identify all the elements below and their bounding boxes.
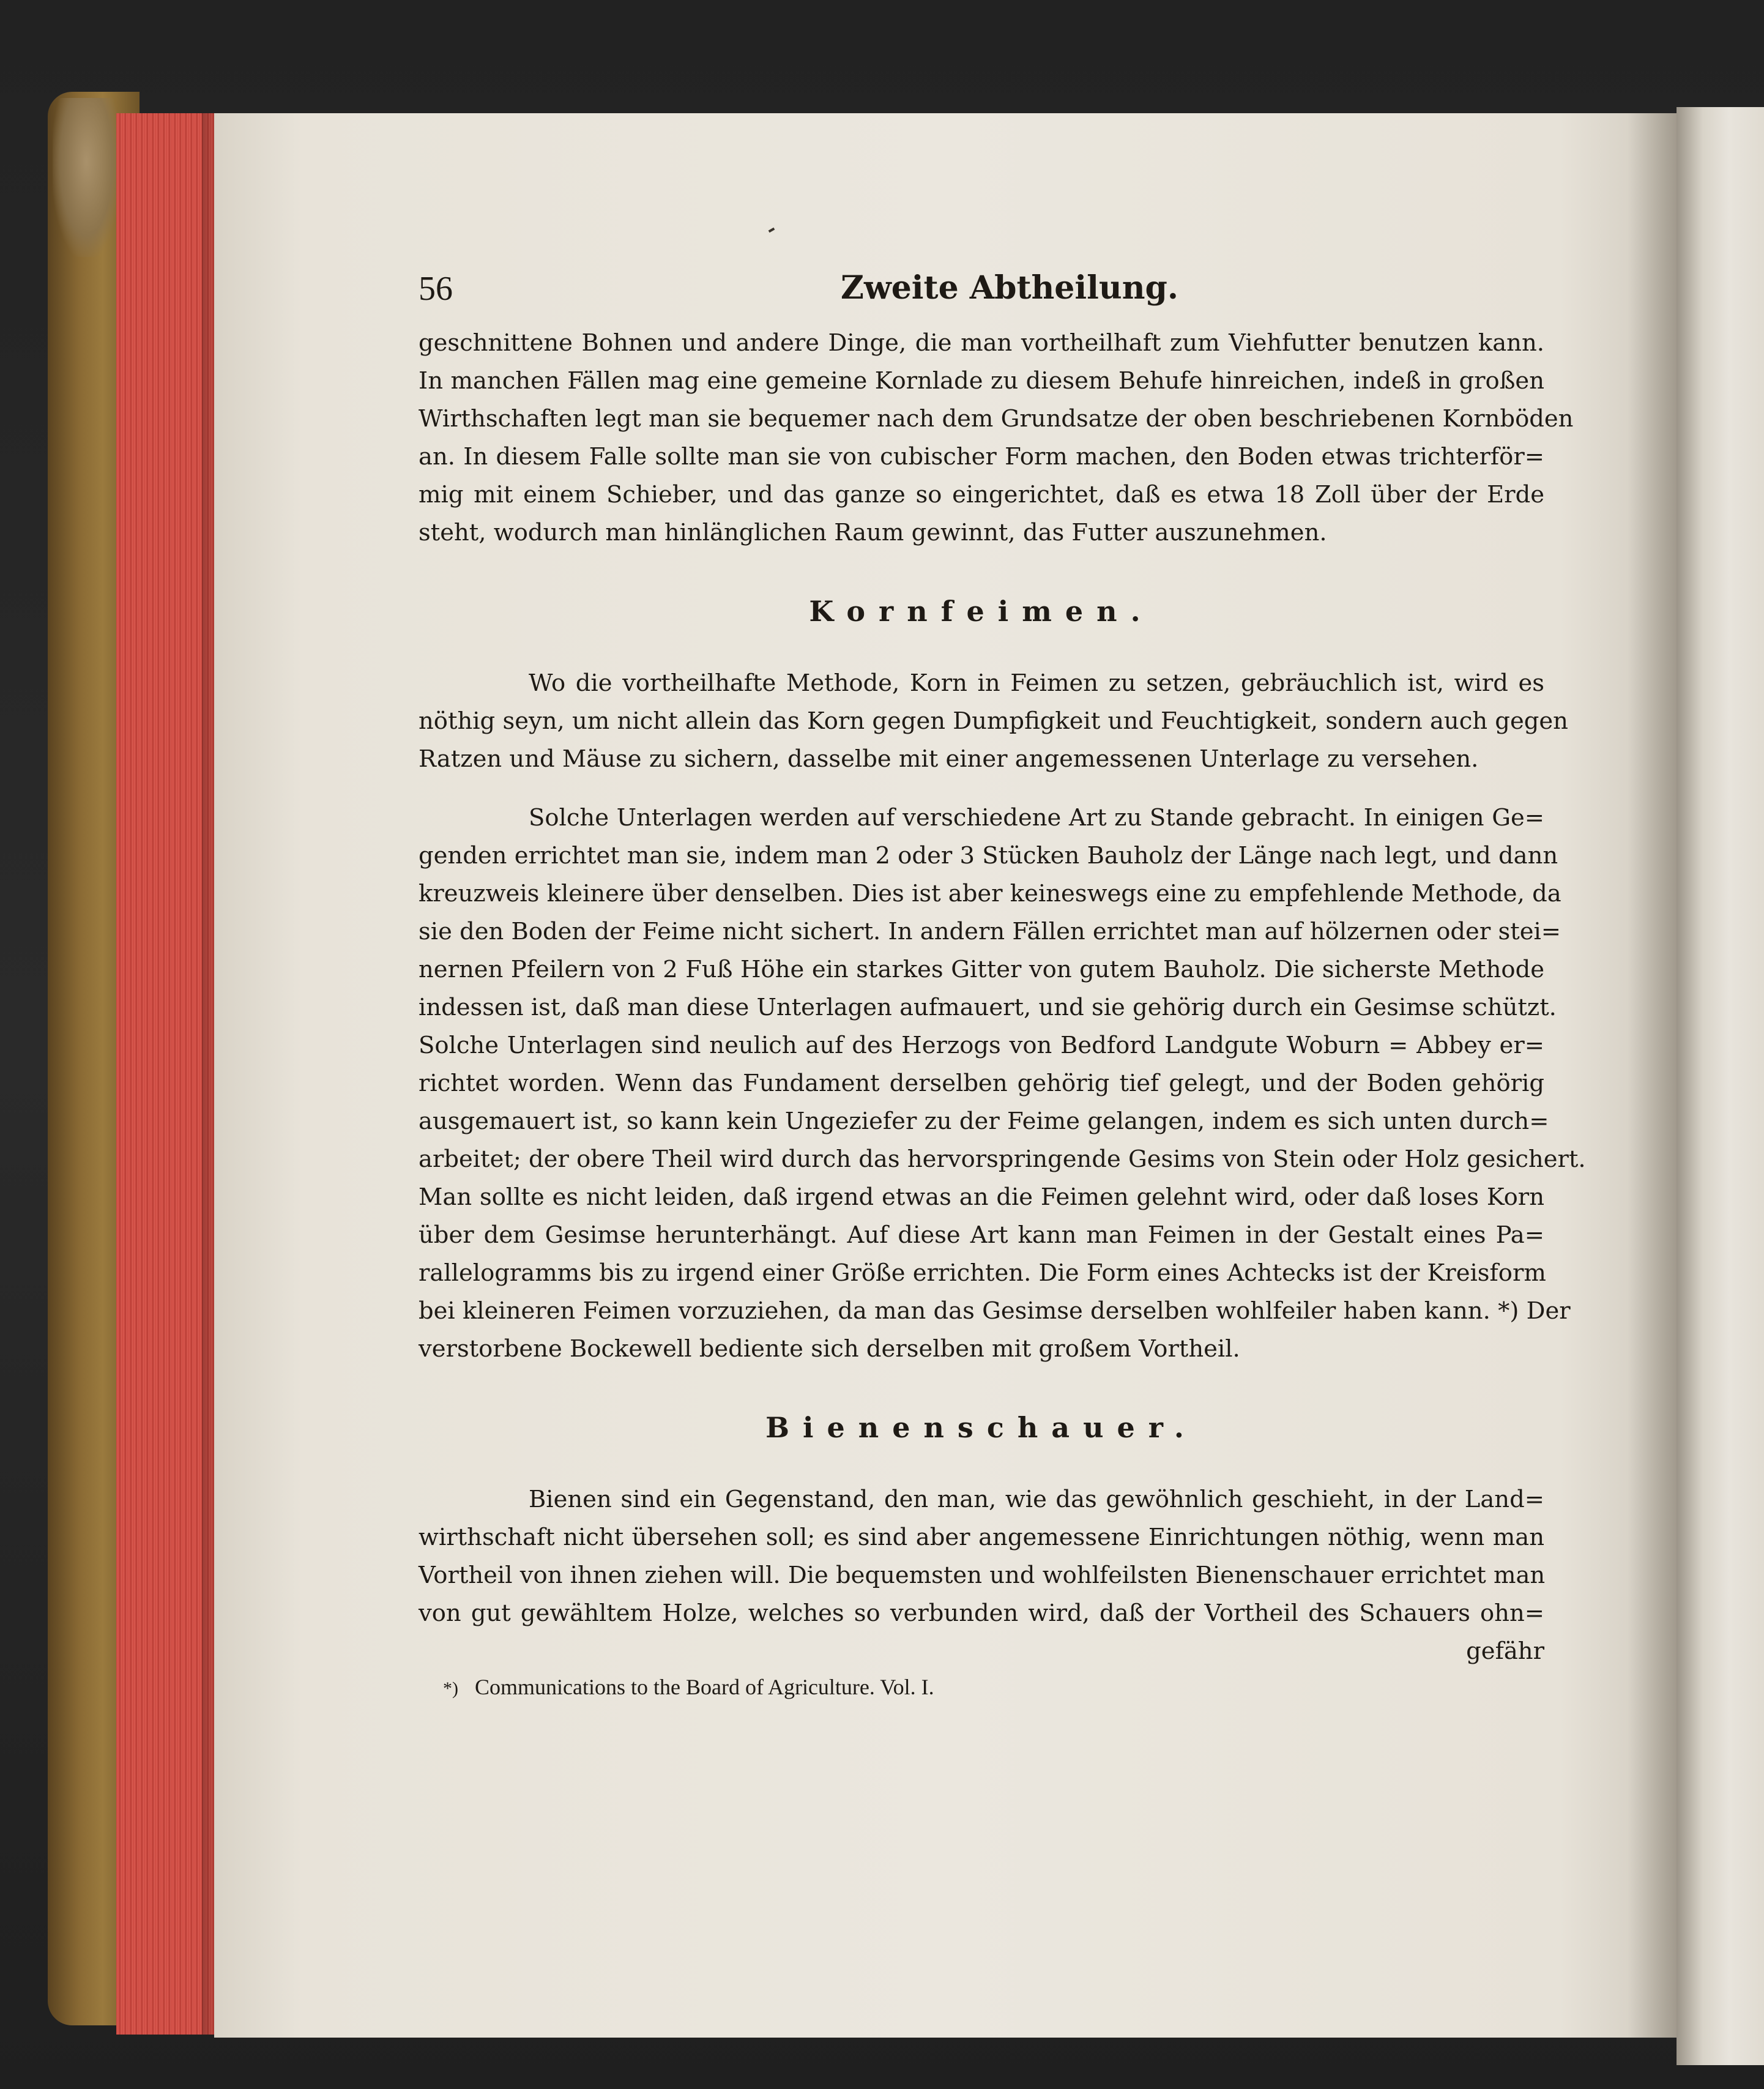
text-line: richtet worden. Wenn das Fundament derselben gehörig tief gelegt, und der Boden gehörig (419, 1070, 1544, 1097)
text-line: über dem Gesimse herunterhängt. Auf diese Art kann man Feimen in der Gestalt eines Pa= (419, 1221, 1544, 1249)
text-line: Ratzen und Mäuse zu sichern, dasselbe mit einer angemessenen Unterlage zu versehen. (419, 745, 1479, 773)
section-heading-kornfeimen: Kornfeimen. (809, 595, 1154, 628)
paragraph-4 (419, 1481, 1544, 1633)
text-line: steht, wodurch man hinlänglichen Raum gewinnt, das Futter auszunehmen. (419, 519, 1327, 546)
text-line: In manchen Fällen mag eine gemeine Kornlade zu diesem Behufe hinreichen, indeß in großen (419, 367, 1544, 395)
text-line: Solche Unterlagen sind neulich auf des Herzogs von Bedford Landgute Woburn = Abbey er= (419, 1032, 1544, 1059)
text-line: an. In diesem Falle sollte man sie von cubischer Form machen, den Boden etwas trichterför= (419, 443, 1544, 471)
page-header (419, 257, 1544, 324)
text-line: arbeitet; der obere Theil wird durch das hervorspringende Gesims von Stein oder Holz gesichert. (419, 1145, 1586, 1173)
text-line: geschnittene Bohnen und andere Dinge, die man vortheilhaft zum Viehfutter benutzen kann. (419, 329, 1544, 357)
text-line: sie den Boden der Feime nicht sichert. In andern Fällen errichtet man auf hölzernen oder stei= (419, 918, 1561, 945)
text-line: nernen Pfeilern von 2 Fuß Höhe ein starkes Gitter von gutem Bauholz. Die sicherste Methode (419, 956, 1544, 983)
text-line: Vortheil von ihnen ziehen will. Die bequemsten und wohlfeilsten Bienenschauer errichtet man (419, 1562, 1546, 1589)
running-head: Zweite Abtheilung. (841, 269, 1178, 307)
text-block (419, 257, 1586, 1700)
text-line: rallelogramms bis zu irgend einer Größe errichten. Die Form eines Achtecks ist der Kreisform (419, 1259, 1546, 1287)
text-line: mig mit einem Schieber, und das ganze so eingerichtet, daß es etwa 18 Zoll über der Erde (419, 481, 1544, 508)
footnote-mark: *) (443, 1678, 458, 1699)
text-line: genden errichtet man sie, indem man 2 oder 3 Stücken Bauholz der Länge nach legt, und dann (419, 842, 1558, 869)
footnote-text: Communications to the Board of Agriculture. Vol. I. (475, 1675, 934, 1699)
text-line: Bienen sind ein Gegenstand, den man, wie das gewöhnlich geschieht, in der Land= (529, 1486, 1544, 1513)
paragraph-3 (419, 799, 1586, 1368)
footnote (443, 1674, 1544, 1700)
text-line: Man sollte es nicht leiden, daß irgend etwas an die Feimen gelehnt wird, oder daß loses Korn (419, 1183, 1544, 1211)
text-line: Solche Unterlagen werden auf verschiedene Art zu Stande gebracht. In einigen Ge= (529, 804, 1544, 832)
text-line: verstorbene Bockewell bediente sich derselben mit großem Vortheil. (419, 1335, 1240, 1363)
cover-wear-mark (53, 98, 120, 257)
paragraph-1 (419, 324, 1574, 552)
section-heading-bienenschauer: Bienenschauer. (765, 1411, 1197, 1444)
text-line: wirthschaft nicht übersehen soll; es sind aber angemessene Einrichtungen nöthig, wenn man (419, 1524, 1544, 1551)
gutter-shadow (1628, 113, 1683, 2038)
text-line: ausgemauert ist, so kann kein Ungeziefer zu der Feime gelangen, indem es sich unten durch= (419, 1108, 1549, 1135)
text-line: nöthig seyn, um nicht allein das Korn gegen Dumpfigkeit und Feuchtigkeit, sondern auch gegen (419, 707, 1568, 735)
page-number: 56 (419, 270, 453, 308)
text-line: indessen ist, daß man diese Unterlagen aufmauert, und sie gehörig durch ein Gesimse schützt. (419, 994, 1557, 1021)
text-line: bei kleineren Feimen vorzuziehen, da man das Gesimse derselben wohlfeiler haben kann. *) Der (419, 1297, 1571, 1325)
text-line: kreuzweis kleinere über denselben. Dies ist aber keineswegs eine zu empfehlende Methode, da (419, 880, 1561, 907)
text-line: Wo die vortheilhafte Methode, Korn in Feimen zu setzen, gebräuchlich ist, wird es (529, 669, 1544, 697)
text-line: von gut gewähltem Holze, welches so verbunden wird, daß der Vortheil des Schauers ohn= (419, 1599, 1544, 1627)
text-line: Wirthschaften legt man sie bequemer nach dem Grundsatze der oben beschriebenen Kornböden (419, 405, 1574, 433)
paragraph-2 (419, 665, 1568, 778)
red-page-edge (116, 113, 214, 2035)
catchword: gefähr (1466, 1637, 1544, 1665)
facing-page-edge (1677, 107, 1764, 2065)
